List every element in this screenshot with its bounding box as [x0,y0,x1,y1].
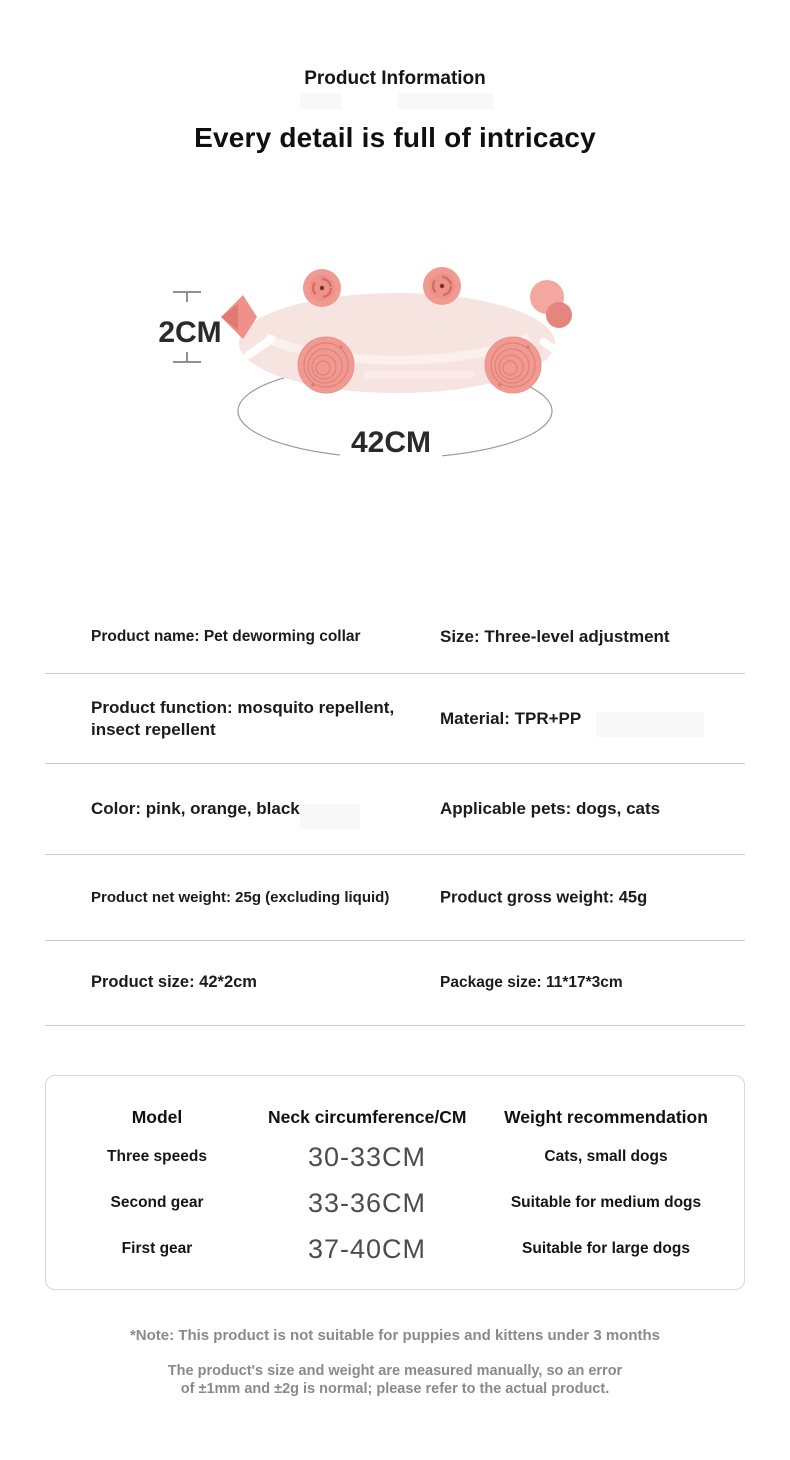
collar-buckle-facet [221,304,238,330]
spec-right-value: Applicable pets: dogs, cats [440,799,661,818]
weight-recommendation-cell: Suitable for medium dogs [510,1194,702,1211]
collar-disc-back-left [303,269,341,307]
collar-illustration [155,225,635,485]
size-table-row [46,1226,744,1272]
model-cell: Three speeds [107,1148,207,1165]
note-measurement-tolerance [0,1363,790,1398]
size-table-header-neck: Neck circumference/CM [268,1106,467,1127]
spec-row [45,764,745,855]
collar-disc-small [546,302,572,328]
neck-circumference-cell: 33-36CM [307,1187,427,1218]
collar-disc-front-right [485,337,541,393]
size-table-row [46,1134,744,1180]
spec-left-value: Color: pink, orange, black [91,799,300,819]
spec-left-value: Product name: Pet deworming collar [91,627,361,645]
size-recommendation-table [45,1075,745,1290]
render-artifact [398,93,494,109]
size-table-header-model: Model [131,1106,183,1127]
model-cell: First gear [121,1240,193,1257]
height-dimension-label: 2CM [158,316,222,349]
spec-right-value: Size: Three-level adjustment [440,626,670,646]
weight-recommendation-cell: Cats, small dogs [544,1148,668,1165]
size-table-body [46,1134,744,1272]
spec-right-value: Product gross weight: 45g [440,888,648,906]
spec-row [45,600,745,674]
size-table-header-weight: Weight recommendation [504,1106,708,1127]
spec-right-value: Package size: 11*17*3cm [440,974,623,991]
spec-right-value: Material: TPR+PP [440,708,582,728]
model-cell: Second gear [110,1194,204,1211]
note-measurement-line1: The product's size and weight are measured manually, so an error [167,1363,623,1379]
section-kicker: Product Information [304,68,486,89]
spec-left-value: Product size: 42*2cm [91,973,257,992]
note-measurement-line2: of ±1mm and ±2g is normal; please refer to the actual product. [180,1380,610,1397]
spec-row [45,855,745,941]
circumference-dimension-label: 42CM [350,426,432,459]
weight-recommendation-cell: Suitable for large dogs [522,1240,690,1257]
collar-disc-front-left [298,337,354,393]
page-title: Every detail is full of intricacy [194,122,596,153]
spec-row [45,941,745,1026]
band-slot [355,267,411,276]
neck-circumference-cell: 30-33CM [307,1141,427,1172]
spec-row [45,674,745,764]
spec-left-value: Product function: mosquito repellent, insect repellent [91,697,395,739]
collar-disc-back-right [423,267,461,305]
spec-left-value: Product net weight: 25g (excluding liquid) [91,888,390,906]
note-age-restriction: *Note: This product is not suitable for puppies and kittens under 3 months [129,1327,661,1344]
band-groove [363,370,475,379]
collar-dimension-diagram [155,225,635,485]
size-table-row [46,1180,744,1226]
neck-circumference-cell: 37-40CM [307,1233,427,1264]
render-artifact [300,93,342,109]
size-table-header [46,1076,744,1134]
spec-table [45,600,745,1026]
